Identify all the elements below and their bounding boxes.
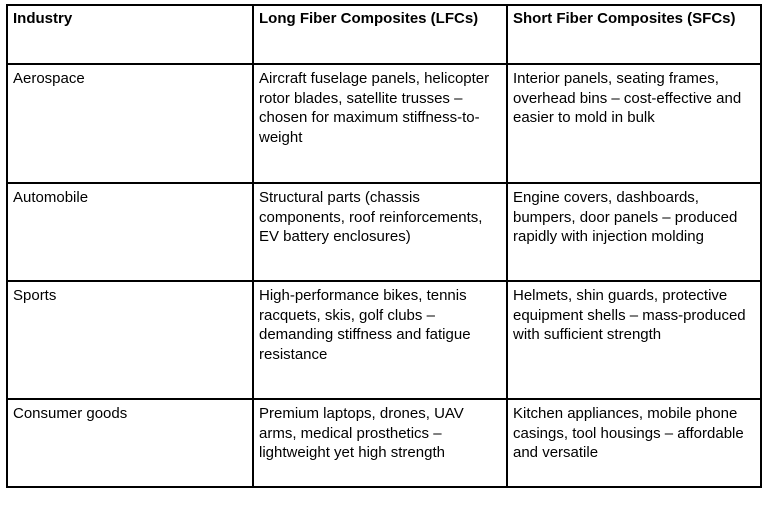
industry-cell: Aerospace bbox=[7, 64, 253, 183]
industry-cell: Automobile bbox=[7, 183, 253, 281]
lfc-cell: High-performance bikes, tennis racquets, skis, golf clubs – demanding stiffness and fatigue resistance bbox=[253, 281, 507, 399]
header-industry: Industry bbox=[7, 5, 253, 64]
header-lfc: Long Fiber Composites (LFCs) bbox=[253, 5, 507, 64]
table-row bbox=[7, 64, 761, 183]
lfc-cell: Structural parts (chassis components, roof reinforcements, EV battery enclosures) bbox=[253, 183, 507, 281]
header-row bbox=[7, 5, 761, 64]
table-row bbox=[7, 183, 761, 281]
industry-cell: Consumer goods bbox=[7, 399, 253, 487]
composites-comparison-table bbox=[6, 4, 762, 488]
table-row bbox=[7, 281, 761, 399]
sfc-cell: Helmets, shin guards, protective equipment shells – mass-produced with sufficient strength bbox=[507, 281, 761, 399]
sfc-cell: Engine covers, dashboards, bumpers, door panels – produced rapidly with injection molding bbox=[507, 183, 761, 281]
lfc-cell: Aircraft fuselage panels, helicopter rotor blades, satellite trusses – chosen for maximum stiffness-to-weight bbox=[253, 64, 507, 183]
lfc-cell: Premium laptops, drones, UAV arms, medical prosthetics – lightweight yet high strength bbox=[253, 399, 507, 487]
industry-cell: Sports bbox=[7, 281, 253, 399]
table-row bbox=[7, 399, 761, 487]
header-sfc: Short Fiber Composites (SFCs) bbox=[507, 5, 761, 64]
sfc-cell: Kitchen appliances, mobile phone casings, tool housings – affordable and versatile bbox=[507, 399, 761, 487]
sfc-cell: Interior panels, seating frames, overhead bins – cost-effective and easier to mold in bulk bbox=[507, 64, 761, 183]
